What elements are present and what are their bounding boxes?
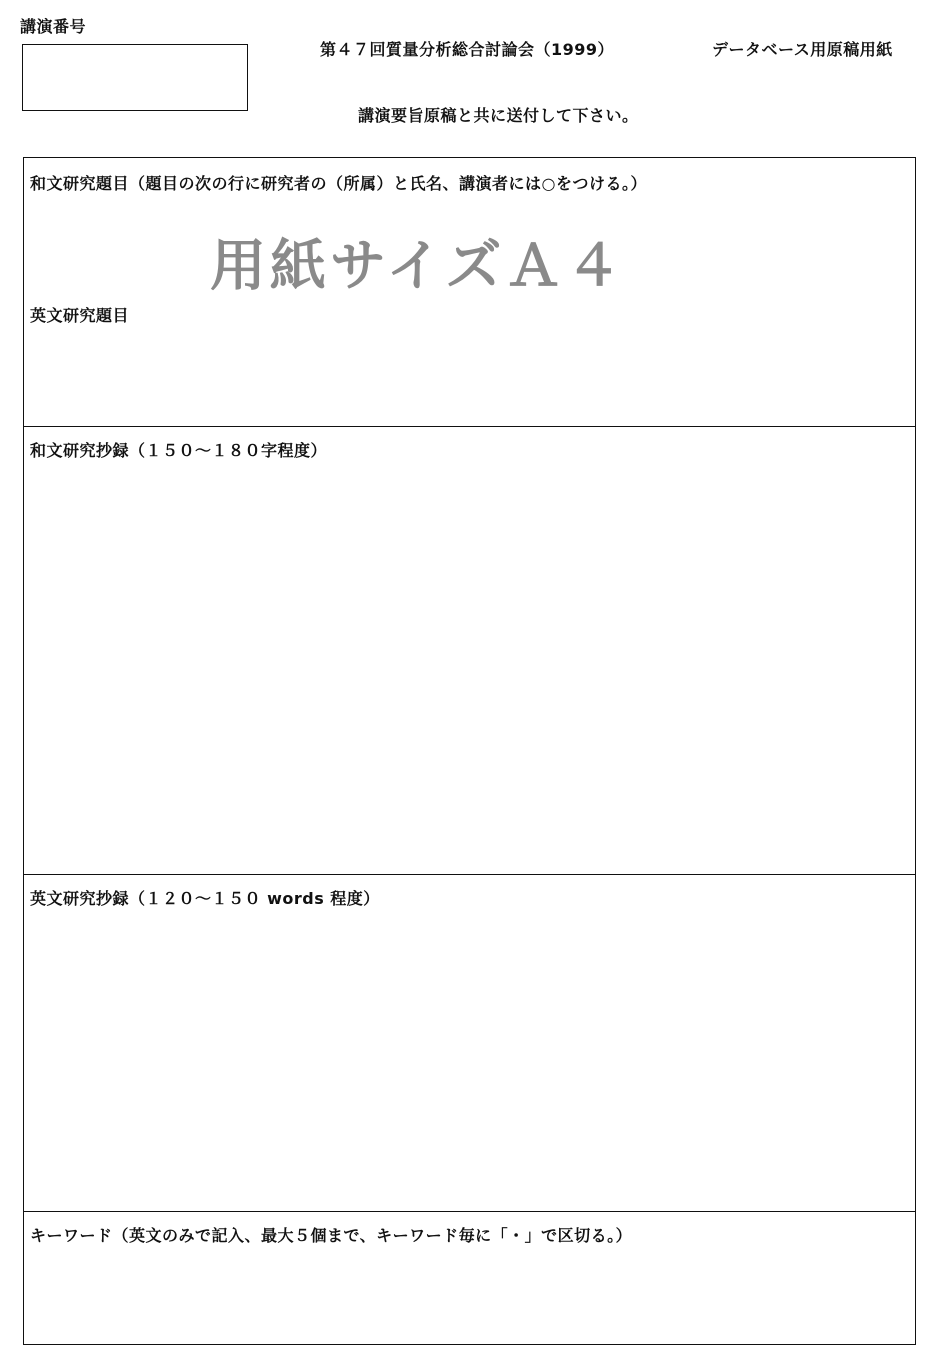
- lecture-number-input-box[interactable]: [22, 44, 248, 111]
- section-divider: [23, 1211, 916, 1212]
- english-abstract-label: 英文研究抄録（１２０～１５０ words 程度）: [30, 889, 380, 908]
- form-type-label: データベース用原稿用紙: [712, 40, 893, 59]
- section-divider: [23, 874, 916, 875]
- conference-title: 第４７回質量分析総合討論会（1999）: [320, 40, 615, 59]
- english-title-label: 英文研究題目: [30, 306, 130, 325]
- paper-size-watermark: 用紙サイズＡ４: [210, 234, 626, 299]
- instruction-note: 講演要旨原稿と共に送付して下さい。: [358, 106, 639, 125]
- keywords-label: キーワード（英文のみで記入、最大５個まで、キーワード毎に「・」で区切る。）: [30, 1226, 633, 1245]
- japanese-title-label: 和文研究題目（題目の次の行に研究者の（所属）と氏名、講演者には○をつける。）: [30, 174, 647, 193]
- lecture-number-label: 講演番号: [20, 17, 87, 36]
- form-frame: [23, 157, 916, 1345]
- section-divider: [23, 426, 916, 427]
- japanese-abstract-label: 和文研究抄録（１５０～１８０字程度）: [30, 441, 328, 460]
